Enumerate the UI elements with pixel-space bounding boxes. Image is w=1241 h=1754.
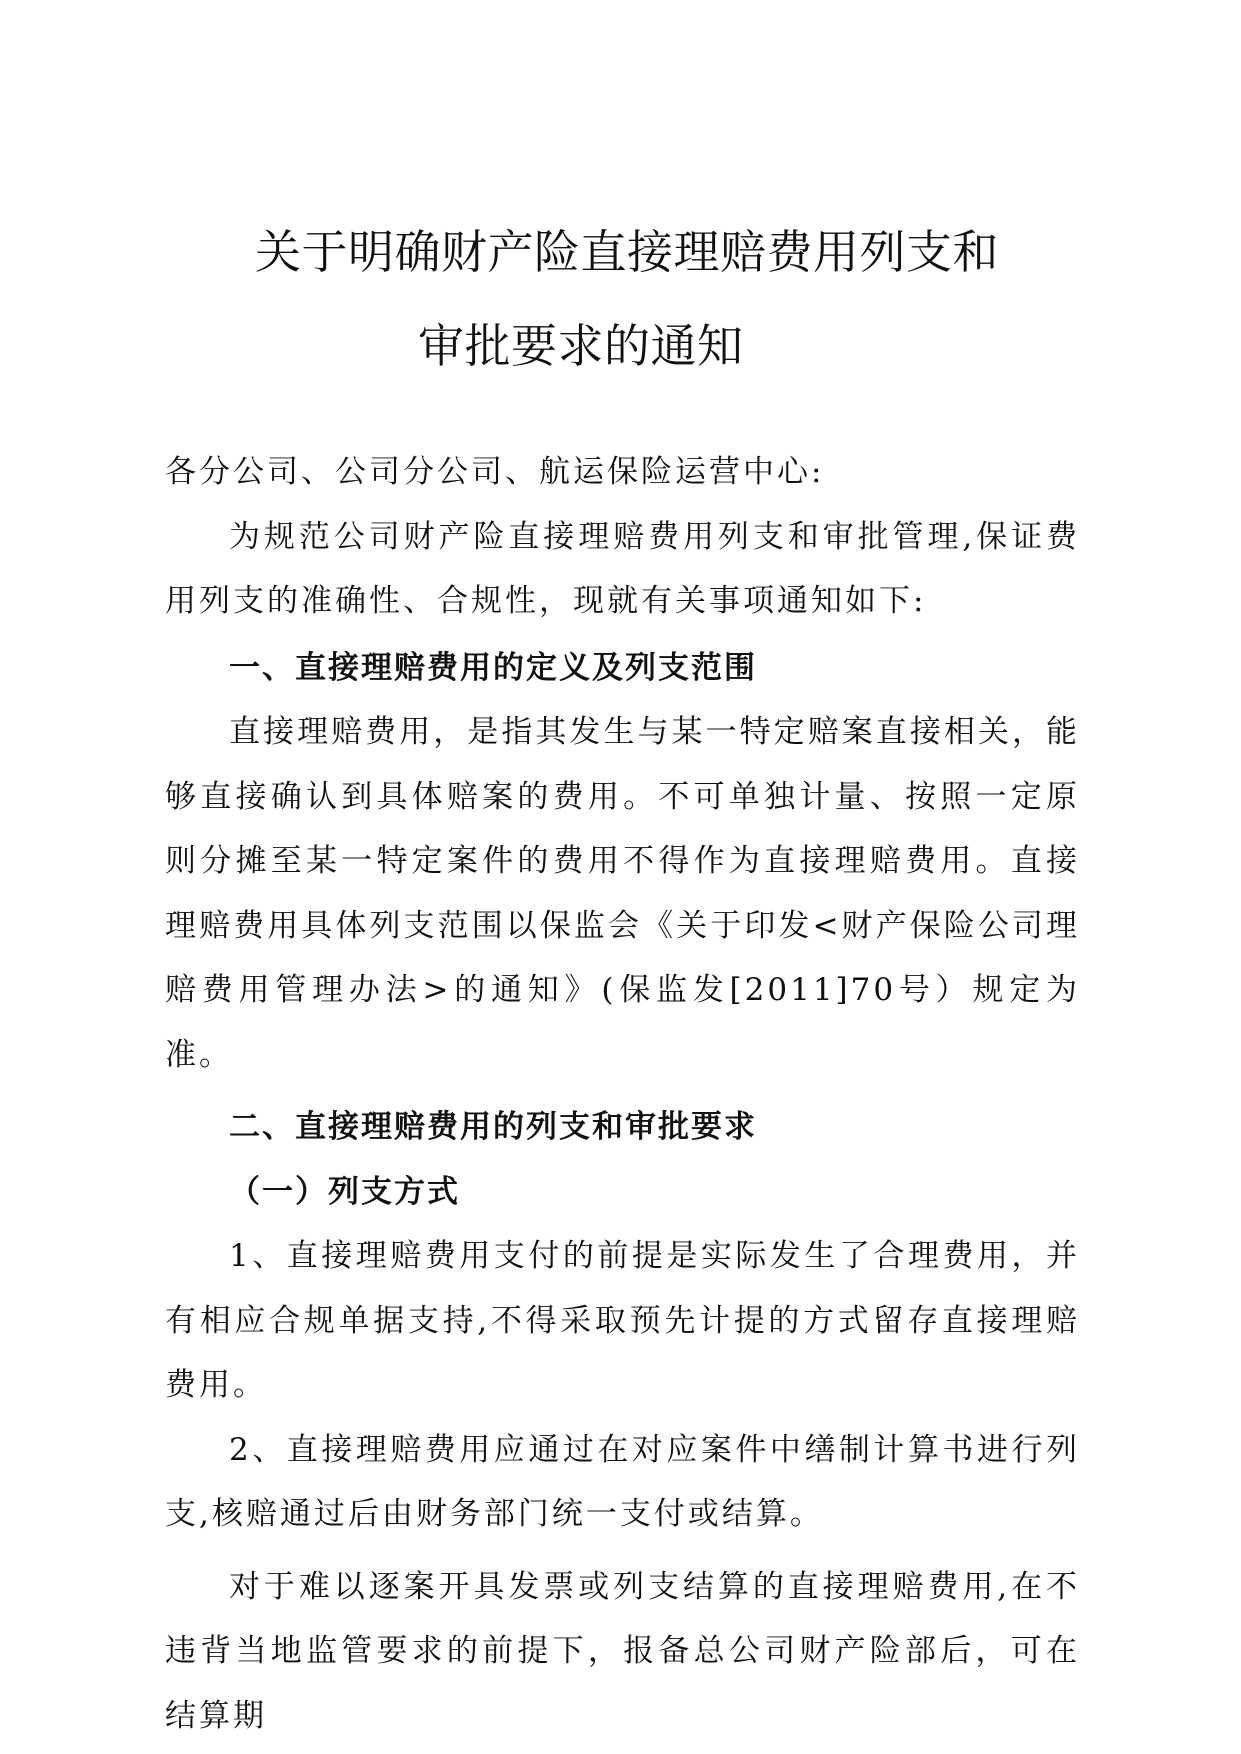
intro-paragraph: 为规范公司财产险直接理赔费用列支和审批管理,保证费用列支的准确性、合规性，现就有关事项通知如下: xyxy=(165,518,1080,619)
document-title-line-1: 关于明确财产险直接理赔费用列支和 xyxy=(255,225,999,279)
salutation: 各分公司、公司分公司、航运保险运营中心: xyxy=(165,454,825,490)
document-body xyxy=(165,440,1080,1748)
section-1-heading: 一、直接理赔费用的定义及列支范围 xyxy=(229,649,757,686)
subsection-1-heading: （一）列支方式 xyxy=(229,1173,460,1210)
item-2-note-paragraph: 对于难以逐案开具发票或列支结算的直接理赔费用,在不违背当地监管要求的前提下，报备总公司财产险部后，可在结算期 xyxy=(165,1568,1080,1734)
document-title-line-2: 审批要求的通知 xyxy=(418,319,744,373)
section-1-paragraph: 直接理赔费用，是指其发生与某一特定赔案直接相关，能够直接确认到具体赔案的费用。不可单独计量、按照一定原则分摊至某一特定案件的费用不得作为直接理赔费用。直接理赔费用具体列支范围以保监会《关于印发<财产保险公司理赔费用管理办法>的通知》(保监发[2011]70号）规定为准。 xyxy=(165,714,1080,1073)
item-1-paragraph: 1、直接理赔费用支付的前提是实际发生了合理费用，并有相应合规单据支持,不得采取预先计提的方式留存直接理赔费用。 xyxy=(165,1238,1080,1403)
section-2-heading: 二、直接理赔费用的列支和审批要求 xyxy=(229,1109,757,1145)
item-2-paragraph: 2、直接理赔费用应通过在对应案件中缮制计算书进行列支,核赔通过后由财务部门统一支付或结算。 xyxy=(165,1431,1080,1532)
